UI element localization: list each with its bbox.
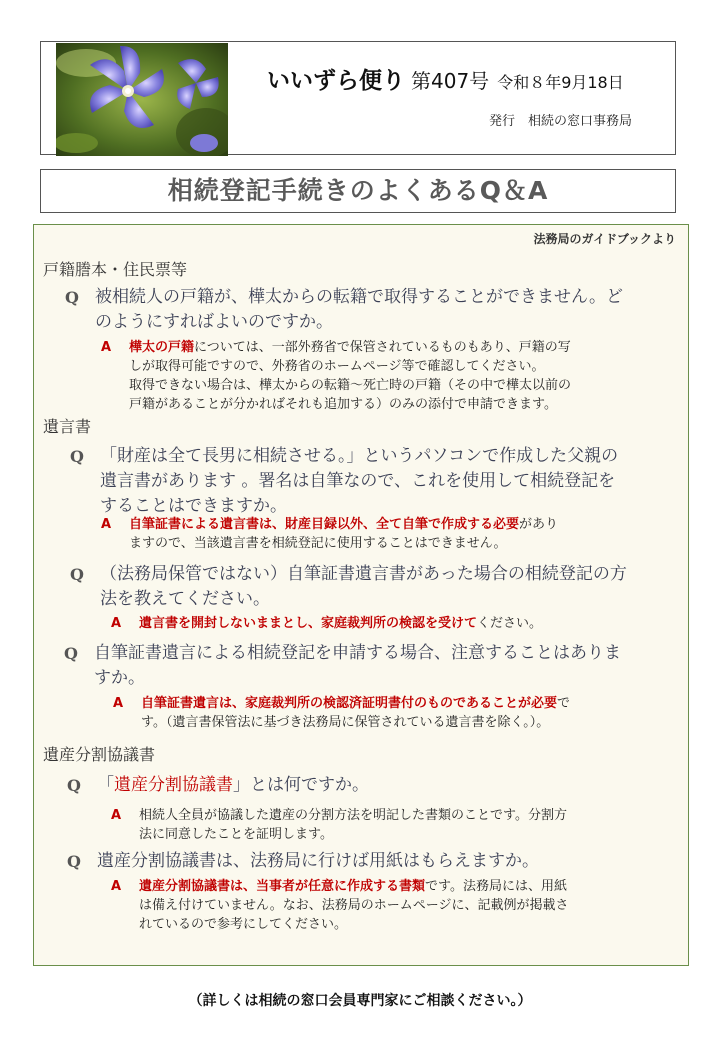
question-line: 遺言書があります 。署名は自筆なので、これを使用して相続登記を	[100, 471, 616, 491]
answer-line	[129, 338, 571, 357]
question-mark: Q	[64, 644, 78, 663]
question-mark: Q	[67, 852, 81, 871]
answer	[111, 806, 567, 844]
bellflower-photo	[56, 43, 228, 156]
qa-panel	[33, 224, 689, 966]
answer-line: す。（遺言書保管法に基づき法務局に保管されている遺言書を除く。）。	[141, 715, 550, 730]
answer-mark: A	[101, 517, 112, 532]
answer-line: 法に同意したことを証明します。	[139, 827, 333, 842]
question	[70, 444, 619, 519]
issue-date: 令和８年9月18日	[497, 73, 624, 92]
answer-emphasis: 自筆証書による遺言書は、財産目録以外、全て自筆で作成する必要	[129, 517, 520, 532]
newsletter-name: いいずら便り	[267, 68, 405, 94]
newsletter-header	[40, 41, 676, 155]
answer-mark: A	[111, 808, 122, 823]
question-line: 自筆証書遺言による相続登記を申請する場合、注意することはありま	[94, 643, 621, 663]
question	[70, 562, 627, 612]
answer-text: 相続人全員が協議した遺産の分割方法を明記した書類のことです。分割方	[139, 808, 567, 823]
question-line: のようにすればよいのですか。	[95, 312, 333, 332]
question-line: することはできますか。	[100, 496, 287, 516]
answer-text: ください。	[477, 616, 543, 631]
section-heading: 戸籍謄本・住民票等	[43, 260, 188, 279]
section-heading: 遺産分割協議書	[43, 745, 156, 764]
question-line: （法務局保管ではない）自筆証書遺言書があった場合の相続登記の方	[100, 564, 627, 584]
answer-mark: A	[111, 616, 122, 631]
question-text: 」とは何ですか。	[233, 775, 369, 795]
answer-mark: A	[113, 696, 124, 711]
answer-emphasis: 遺産分割協議書は、当事者が任意に作成する書類	[139, 879, 426, 894]
answer-text: で	[557, 696, 571, 711]
question-mark: Q	[65, 288, 79, 307]
answer-line: ますので、当該遺言書を相続登記に使用することはできません。	[129, 536, 507, 551]
publisher: 発行 相続の窓口事務局	[489, 114, 633, 129]
answer-emphasis: 遺言書を開封しないままとし、家庭裁判所の検認を受けて	[139, 616, 478, 631]
answer-line: 戸籍があることが分かればそれも追加する）のみの添付で申請できます。	[129, 397, 557, 412]
answer-text: があり	[519, 517, 559, 532]
section-heading: 遺言書	[43, 417, 92, 436]
answer	[113, 694, 571, 732]
question-text: 「	[97, 775, 114, 795]
question	[64, 641, 621, 691]
answer-line	[139, 806, 567, 825]
answer-line	[129, 515, 558, 534]
answer-text: です。法務局には、用紙	[425, 879, 567, 894]
answer	[101, 338, 572, 414]
answer	[101, 515, 559, 553]
answer-line: 取得できない場合は、樺太からの転籍～死亡時の戸籍（その中で樺太以前の	[129, 378, 572, 393]
answer-line	[141, 694, 570, 713]
question-line: 被相続人の戸籍が、樺太からの転籍で取得することができません。ど	[95, 287, 624, 307]
answer-line: れているので参考にしてください。	[139, 917, 348, 932]
answer-line: は備え付けていません。なお、法務局のホームページに、記載例が掲載さ	[139, 898, 569, 913]
question-line: 遺産分割協議書は、法務局に行けば用紙はもらえますか。	[97, 851, 539, 871]
answer	[111, 614, 543, 633]
header-title-line	[267, 62, 624, 95]
question	[67, 773, 369, 798]
answer-mark: A	[101, 340, 112, 355]
question	[67, 849, 539, 874]
page-title: 相続登記手続きのよくあるQ＆A	[167, 176, 549, 205]
answer-line	[139, 877, 569, 896]
question-line	[97, 773, 369, 798]
question-mark: Q	[70, 565, 84, 584]
answer-line	[139, 614, 542, 633]
title-box	[40, 169, 676, 213]
question-mark: Q	[70, 447, 84, 466]
question-emphasis: 遺産分割協議書	[114, 775, 233, 795]
answer-line: しが取得可能ですので、外務省のホームページ等で確認してください。	[129, 359, 545, 374]
question-line: すか。	[94, 668, 145, 688]
question	[65, 285, 624, 335]
answer-text: については、一部外務省で保管されているものもあり、戸籍の写	[194, 340, 571, 355]
question-line: 「財産は全て長男に相続させる。」というパソコンで作成した父親の	[100, 446, 619, 466]
answer	[111, 877, 569, 934]
answer-emphasis: 自筆証書遺言は、家庭裁判所の検認済証明書付のものであることが必要	[141, 696, 558, 711]
answer-mark: A	[111, 879, 122, 894]
source-note: 法務局のガイドブックより	[533, 232, 676, 246]
question-line: 法を教えてください。	[100, 589, 270, 609]
issue-number: 第407号	[411, 69, 490, 93]
footer-note: （詳しくは相続の窓口会員専門家にご相談ください。）	[188, 993, 532, 1009]
question-mark: Q	[67, 776, 81, 795]
answer-emphasis: 樺太の戸籍	[129, 340, 195, 355]
